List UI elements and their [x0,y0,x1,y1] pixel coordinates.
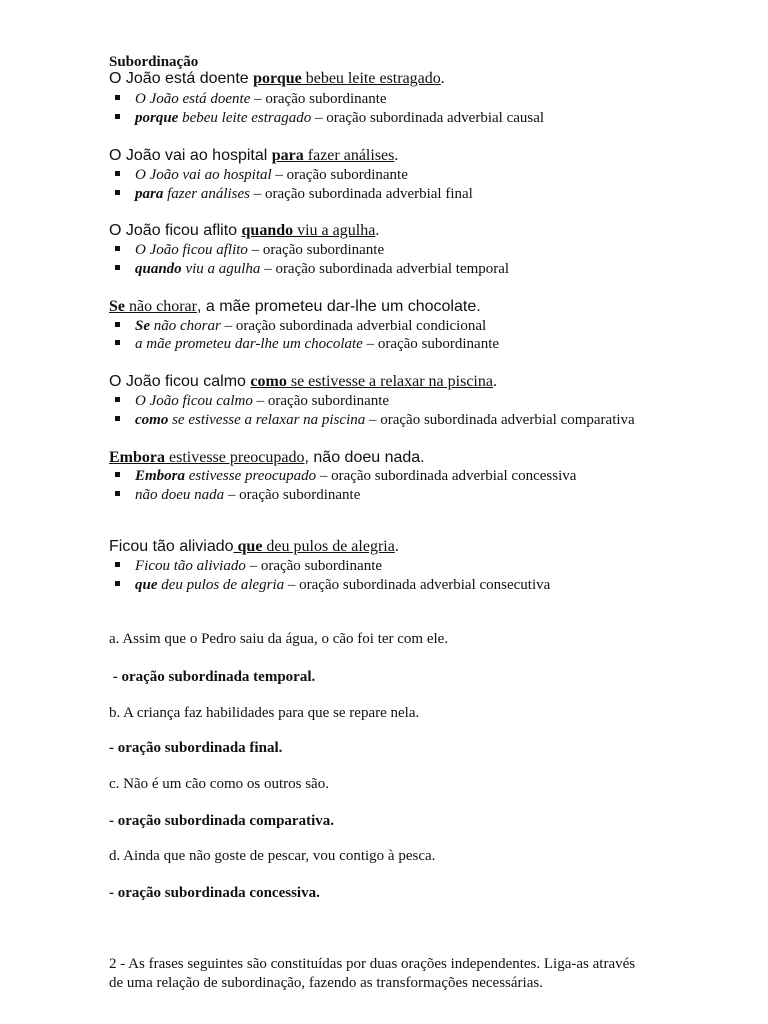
example-sentence-temporal: O João ficou aflito quando viu a agulha. [109,222,380,239]
list-item: que deu pulos de alegria – oração subordinada adverbial consecutiva [115,576,550,594]
list-item: a mãe prometeu dar-lhe um chocolate – oração subordinante [115,335,499,353]
list-item: Embora estivesse preocupado – oração subordinada adverbial concessiva [115,467,576,485]
list-item: O João está doente – oração subordinante [115,90,387,108]
question-2-line-2: de uma relação de subordinação, fazendo as transformações necessárias. [109,975,543,991]
bullet-icon [115,246,120,251]
conjunction: como [250,373,287,390]
bullet-icon [115,265,120,270]
example-sentence-comparative: O João ficou calmo como se estivesse a relaxar na piscina. [109,373,497,390]
bullet-icon [115,190,120,195]
exercise-sentence-a: a. Assim que o Pedro saiu da água, o cão foi ter com ele. [109,631,449,647]
document-title: Subordinação [109,54,199,70]
bullet-icon [115,397,120,402]
bullet-icon [115,95,120,100]
list-item: O João ficou calmo – oração subordinante [115,392,389,410]
conjunction: Se [109,298,125,315]
bullet-icon [115,322,120,327]
bullet-icon [115,562,120,567]
example-sentence-consecutive: Ficou tão aliviado que deu pulos de alegria. [109,538,399,555]
exercise-answer-b: - oração subordinada final. [109,740,283,756]
question-2-line-1: 2 - As frases seguintes são constituídas por duas orações independentes. Liga-as através [109,956,636,972]
example-sentence-concessive: Embora estivesse preocupado, não doeu nada. [109,449,425,466]
exercise-answer-d: - oração subordinada concessiva. [109,885,320,901]
example-sentence-conditional: Se não chorar, a mãe prometeu dar-lhe um chocolate. [109,298,481,315]
exercise-answer-c: - oração subordinada comparativa. [109,813,334,829]
list-item: como se estivesse a relaxar na piscina – oração subordinada adverbial comparativa [115,411,635,429]
exercise-answer-a: - oração subordinada temporal. [109,669,316,685]
bullet-icon [115,416,120,421]
conjunction: quando [241,222,294,239]
bullet-icon [115,491,120,496]
list-item: O João ficou aflito – oração subordinante [115,241,384,259]
exercise-sentence-c: c. Não é um cão como os outros são. [109,776,329,792]
bullet-icon [115,581,120,586]
example-sentence-final: O João vai ao hospital para fazer análises. [109,147,399,164]
list-item: Se não chorar – oração subordinada adverbial condicional [115,317,486,335]
list-item: porque bebeu leite estragado – oração subordinada adverbial causal [115,109,544,127]
exercise-sentence-d: d. Ainda que não goste de pescar, vou contigo à pesca. [109,848,436,864]
bullet-icon [115,114,120,119]
conjunction: que [233,538,263,555]
conjunction: porque [253,70,302,87]
conjunction: Embora [109,449,165,466]
list-item: não doeu nada – oração subordinante [115,486,360,504]
exercise-sentence-b: b. A criança faz habilidades para que se repare nela. [109,705,420,721]
bullet-icon [115,171,120,176]
list-item: Ficou tão aliviado – oração subordinante [115,557,382,575]
list-item: O João vai ao hospital – oração subordinante [115,166,408,184]
bullet-icon [115,340,120,345]
example-sentence-causal: O João está doente porque bebeu leite estragado. [109,70,445,87]
conjunction: para [271,147,304,164]
list-item: para fazer análises – oração subordinada adverbial final [115,185,473,203]
list-item: quando viu a agulha – oração subordinada adverbial temporal [115,260,509,278]
bullet-icon [115,472,120,477]
